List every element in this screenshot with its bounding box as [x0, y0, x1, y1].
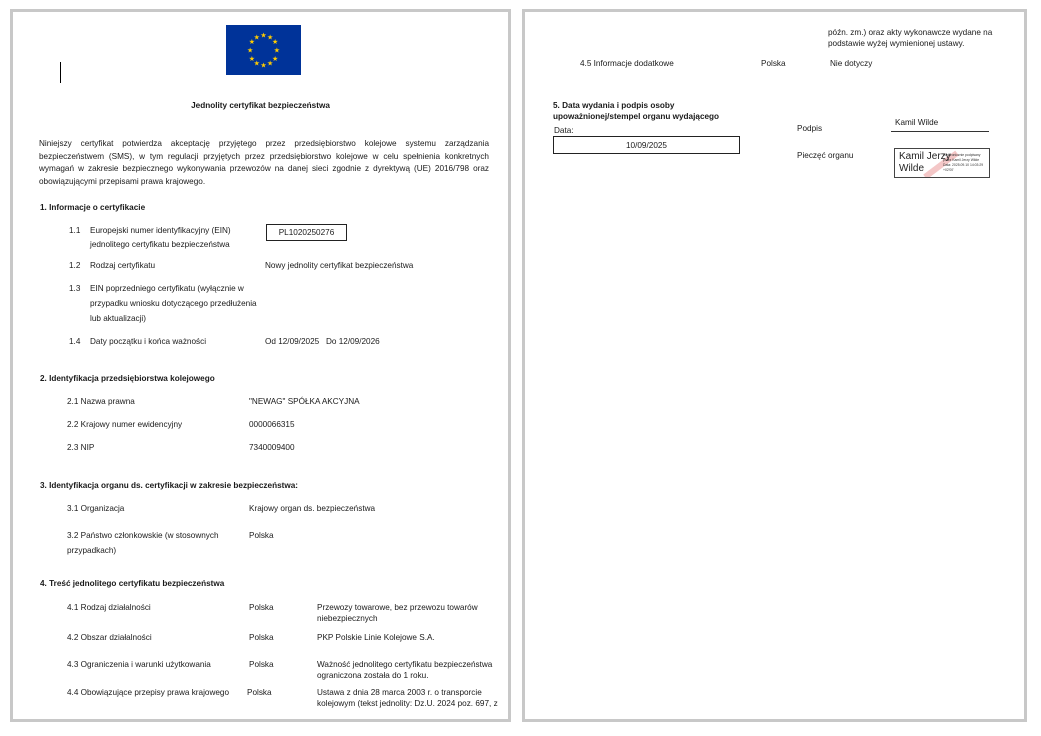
row-4-5-label: 4.5 Informacje dodatkowe	[580, 59, 674, 68]
section-4-heading: 4. Treść jednolitego certyfikatu bezpieczeństwa	[40, 579, 225, 588]
row-4-4-country: Polska	[247, 688, 272, 697]
row-4-3-value-line2: ograniczona została do 1 roku.	[317, 671, 429, 680]
seal-label: Pieczęć organu	[797, 151, 854, 160]
row-4-5-value: Nie dotyczy	[830, 59, 873, 68]
certificate-page-1	[10, 9, 511, 722]
row-1-4-label: Daty początku i końca ważności	[90, 337, 207, 346]
row-1-2-label: Rodzaj certyfikatu	[90, 261, 156, 270]
seal-note-line4: +02'00'	[943, 168, 954, 172]
row-4-2-country: Polska	[249, 633, 274, 642]
row-4-1-value-line2: niebezpiecznych	[317, 614, 378, 623]
row-2-3-label: 2.3 NIP	[67, 443, 95, 452]
seal-note-line3: Data: 2025.09.10 14:03:29	[943, 163, 984, 167]
row-4-1-label: 4.1 Rodzaj działalności	[67, 603, 151, 612]
issue-date-box: 10/09/2025	[553, 136, 740, 154]
section-1-heading: 1. Informacje o certyfikacie	[40, 203, 146, 212]
svg-text:★: ★	[248, 54, 256, 63]
section-2-heading: 2. Identyfikacja przedsiębiorstwa kolejowego	[40, 374, 215, 383]
row-3-2-label-line1: 3.2 Państwo członkowskie (w stosownych	[67, 531, 219, 540]
eu-flag	[226, 25, 301, 75]
section-3-heading: 3. Identyfikacja organu ds. certyfikacji w zakresie bezpieczeństwa:	[40, 481, 299, 490]
ein-value-box: PL1020250276	[266, 224, 347, 241]
section-5-heading-line2: upoważnionej/stempel organu wydającego	[553, 112, 720, 121]
row-1-4-number: 1.4	[69, 337, 81, 346]
svg-text:★: ★	[248, 38, 256, 47]
svg-text:★: ★	[271, 54, 279, 63]
eu-stars-icon	[226, 25, 301, 75]
row-1-1-number: 1.1	[69, 226, 81, 235]
svg-text:★: ★	[260, 61, 267, 70]
signature-label: Podpis	[797, 124, 823, 133]
row-4-1-value-line1: Przewozy towarowe, bez przewozu towarów	[317, 603, 478, 612]
row-4-1-country: Polska	[249, 603, 274, 612]
svg-text:★: ★	[267, 33, 274, 42]
row-4-4-label: 4.4 Obowiązujące przepisy prawa krajowego	[67, 688, 230, 697]
row-4-2-value: PKP Polskie Linie Kolejowe S.A.	[317, 633, 435, 642]
row-1-3-label-line2: przypadku wniosku dotyczącego przedłużenia	[90, 299, 257, 308]
svg-text:★: ★	[253, 33, 260, 42]
intro-paragraph: Niniejszy certyfikat potwierdza akceptację przyjętego przez przedsiębiorstwo kolejowe systemu zarządzania bezpieczeństwem (SMS), w tym regulacji przyjętych przez przedsiębiorstwo kolejowe w celu spełnienia konkretnych wymagań w zakresie bezpiecznego wykonywania przewozów na danej sieci zgodnie z dyrektywą (UE) 2016/798 oraz obowiązującymi przepisami prawa krajowego.	[39, 139, 489, 187]
svg-text:★: ★	[260, 31, 267, 40]
svg-text:★: ★	[246, 46, 254, 55]
row-4-3-country: Polska	[249, 660, 274, 669]
row-4-4-value-line1: Ustawa z dnia 28 marca 2003 r. o transporcie	[317, 688, 482, 697]
signature-line	[891, 131, 989, 132]
seal-name-line1: Kamil Jerzy	[899, 151, 951, 162]
row-1-3-label-line1: EIN poprzedniego certyfikatu (wyłącznie w	[90, 284, 244, 293]
row-3-1-label: 3.1 Organizacja	[67, 504, 125, 513]
row-4-3-label: 4.3 Ograniczenia i warunki użytkowania	[67, 660, 211, 669]
seal-name-line2: Wilde	[899, 163, 925, 174]
section-5-heading-line1: 5. Data wydania i podpis osoby	[553, 101, 675, 110]
date-label: Data:	[554, 126, 574, 135]
certificate-page-2	[522, 9, 1027, 722]
row-2-2-value: 0000066315	[249, 420, 295, 429]
row-1-3-label-line3: lub aktualizacji)	[90, 314, 146, 323]
signature-value: Kamil Wilde	[895, 118, 939, 127]
row-4-5-country: Polska	[761, 59, 786, 68]
row-4-3-value-line1: Ważność jednolitego certyfikatu bezpieczeństwa	[317, 660, 493, 669]
row-3-2-value: Polska	[249, 531, 274, 540]
svg-text:★: ★	[273, 46, 281, 55]
text-cursor	[60, 62, 61, 83]
svg-text:★: ★	[267, 59, 274, 68]
row-1-1-label-line2: jednolitego certyfikatu bezpieczeństwa	[90, 240, 230, 249]
law-continuation-line2: podstawie wyżej wymienionej ustawy.	[828, 39, 965, 48]
document-title: Jednolity certyfikat bezpieczeństwa	[191, 101, 330, 110]
row-2-3-value: 7340009400	[249, 443, 295, 452]
row-2-1-label: 2.1 Nazwa prawna	[67, 397, 135, 406]
seal-note-line1: Elektronicznie podpisany	[943, 153, 981, 157]
row-4-2-label: 4.2 Obszar działalności	[67, 633, 152, 642]
svg-text:★: ★	[253, 59, 260, 68]
row-1-1-label-line1: Europejski numer identyfikacyjny (EIN)	[90, 226, 231, 235]
row-3-2-label-line2: przypadkach)	[67, 546, 117, 555]
row-2-1-value: "NEWAG" SPÓŁKA AKCYJNA	[249, 397, 360, 406]
law-continuation-line1: późn. zm.) oraz akty wykonawcze wydane na	[828, 28, 993, 37]
row-1-4-value: Od 12/09/2025 Do 12/09/2026	[265, 337, 380, 346]
row-1-2-number: 1.2	[69, 261, 81, 270]
official-seal-box	[894, 148, 990, 178]
row-4-4-value-line2: kolejowym (tekst jednolity: Dz.U. 2024 poz. 697, z	[317, 699, 498, 708]
row-1-3-number: 1.3	[69, 284, 81, 293]
row-1-2-value: Nowy jednolity certyfikat bezpieczeństwa	[265, 261, 414, 270]
row-2-2-label: 2.2 Krajowy numer ewidencyjny	[67, 420, 183, 429]
row-3-1-value: Krajowy organ ds. bezpieczeństwa	[249, 504, 376, 513]
svg-text:★: ★	[271, 38, 279, 47]
seal-note-line2: przez Kamil Jerzy Wilde	[943, 158, 980, 162]
